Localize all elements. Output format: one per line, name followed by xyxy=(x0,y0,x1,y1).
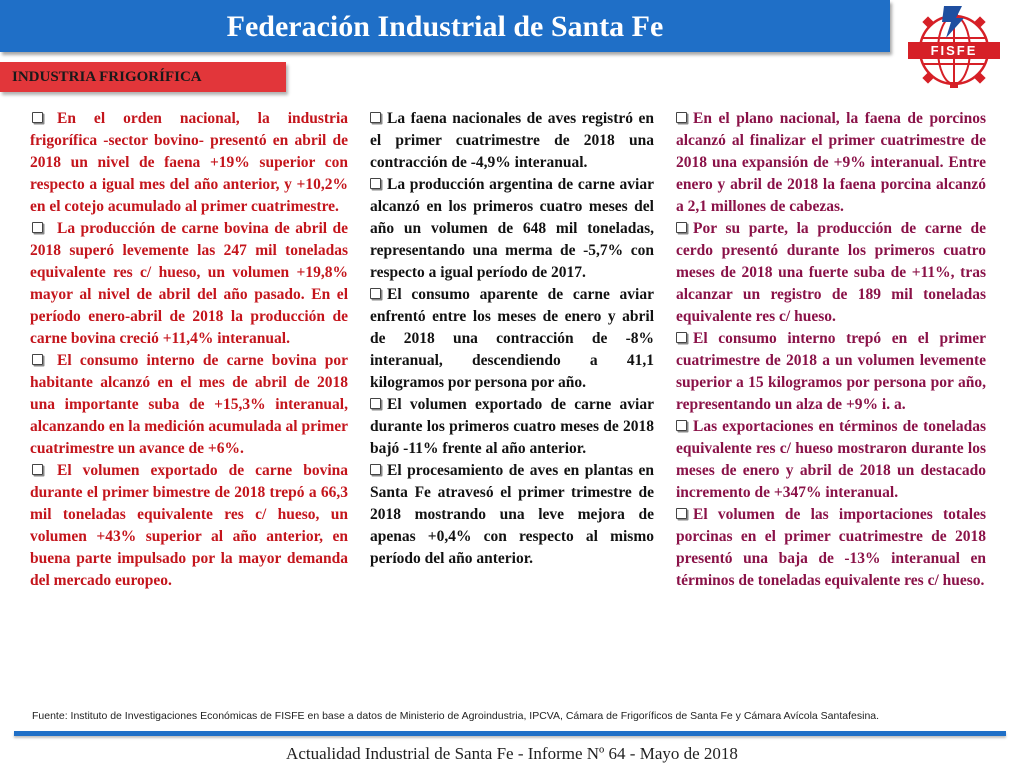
checkbox-bullet-icon xyxy=(32,354,43,365)
paragraph: El consumo interno de carne bovina por habitante alcanzó en el mes de abril de 2018 una importante suba de +15,3% interanual, alcanzando en la medición acumulada al primer cuatrimestre un avance de +6%. xyxy=(30,352,348,457)
paragraph: Las exportaciones en términos de toneladas equivalente res c/ hueso mostraron durante los meses de enero y abril de 2018 un destacado incremento de +347% interanual. xyxy=(676,418,986,501)
checkbox-bullet-icon xyxy=(370,112,381,123)
checkbox-bullet-icon xyxy=(32,112,43,123)
checkbox-bullet-icon xyxy=(676,222,687,233)
paragraph: El volumen exportado de carne bovina durante el primer bimestre de 2018 trepó a 66,3 mil toneladas equivalente res c/ hueso, un volumen +43% superior al año anterior, en buena parte impulsado por la mayor demanda del mercado europeo. xyxy=(30,462,348,589)
paragraph: Por su parte, la producción de carne de cerdo presentó durante los primeros cuatro meses de 2018 una fuerte suba de +11%, tras alcanzar un registro de 189 mil toneladas equivalente res c/ hueso. xyxy=(676,220,986,325)
checkbox-bullet-icon xyxy=(370,464,381,475)
fisfe-logo xyxy=(906,4,1002,88)
checkbox-bullet-icon xyxy=(370,398,381,409)
checkbox-bullet-icon xyxy=(676,112,687,123)
paragraph: El consumo aparente de carne aviar enfrentó entre los meses de enero y abril de 2018 una contracción de -8% interanual, descendiendo a 41,1 kilogramos por persona por año. xyxy=(370,286,654,391)
paragraph: El consumo interno trepó en el primer cuatrimestre de 2018 a un volumen levemente superior a 15 kilogramos por persona por año, representando un alza de +9% i. a. xyxy=(676,330,986,413)
checkbox-bullet-icon xyxy=(370,178,381,189)
paragraph: El volumen exportado de carne aviar durante los primeros cuatro meses de 2018 bajó -11% frente al año anterior. xyxy=(370,396,654,457)
source-footnote: Fuente: Instituto de Investigaciones Económicas de FISFE en base a datos de Ministerio de Agroindustria, IPCVA, Cámara de Frigoríficos de Santa Fe y Cámara Avícola Santafesina. xyxy=(32,710,880,722)
checkbox-bullet-icon xyxy=(370,288,381,299)
column-porcino xyxy=(676,108,986,592)
checkbox-bullet-icon xyxy=(676,508,687,519)
checkbox-bullet-icon xyxy=(676,332,687,343)
checkbox-bullet-icon xyxy=(32,222,43,233)
checkbox-bullet-icon xyxy=(676,420,687,431)
column-bovino xyxy=(30,108,348,592)
paragraph: La faena nacionales de aves registró en el primer cuatrimestre de 2018 una contracción de -4,9% interanual. xyxy=(370,110,654,171)
footer-text: Actualidad Industrial de Santa Fe - Informe Nº 64 - Mayo de 2018 xyxy=(286,744,738,763)
section-label: INDUSTRIA FRIGORÍFICA xyxy=(12,69,202,85)
paragraph: En el orden nacional, la industria frigorífica -sector bovino- presentó en abril de 2018 un nivel de faena +19% superior con respecto a igual mes del año anterior, y +10,2% en el cotejo acumulado al primer cuatrimestre. xyxy=(30,110,348,215)
paragraph: La producción argentina de carne aviar alcanzó en los primeros cuatro meses del año un volumen de 648 mil toneladas, representando una merma de -5,7% con respecto a igual período de 2017. xyxy=(370,176,654,281)
paragraph: En el plano nacional, la faena de porcinos alcanzó al finalizar el primer cuatrimestre de 2018 una expansión de +9% interanual. Entre enero y abril de 2018 la faena porcina alcanzó a 2,1 millones de cabezas. xyxy=(676,110,986,215)
paragraph: El volumen de las importaciones totales porcinas en el primer cuatrimestre de 2018 presentó una baja de -13% interanual en términos de toneladas equivalente res c/ hueso. xyxy=(676,506,986,589)
checkbox-bullet-icon xyxy=(32,464,43,475)
paragraph: El procesamiento de aves en plantas en Santa Fe atravesó el primer trimestre de 2018 mostrando una leve mejora de apenas +0,4% con respecto al mismo período del año anterior. xyxy=(370,462,654,567)
logo-text: FISFE xyxy=(930,43,978,58)
column-aviar xyxy=(370,108,654,570)
footer-divider xyxy=(14,731,1006,736)
paragraph: La producción de carne bovina de abril de 2018 superó levemente las 247 mil toneladas equivalente res c/ hueso, un volumen +19,8% mayor al nivel de abril del año pasado. En el período enero-abril de 2018 la producción de carne bovina creció +11,4% interanual. xyxy=(30,220,348,347)
page-title: Federación Industrial de Santa Fe xyxy=(226,10,664,43)
